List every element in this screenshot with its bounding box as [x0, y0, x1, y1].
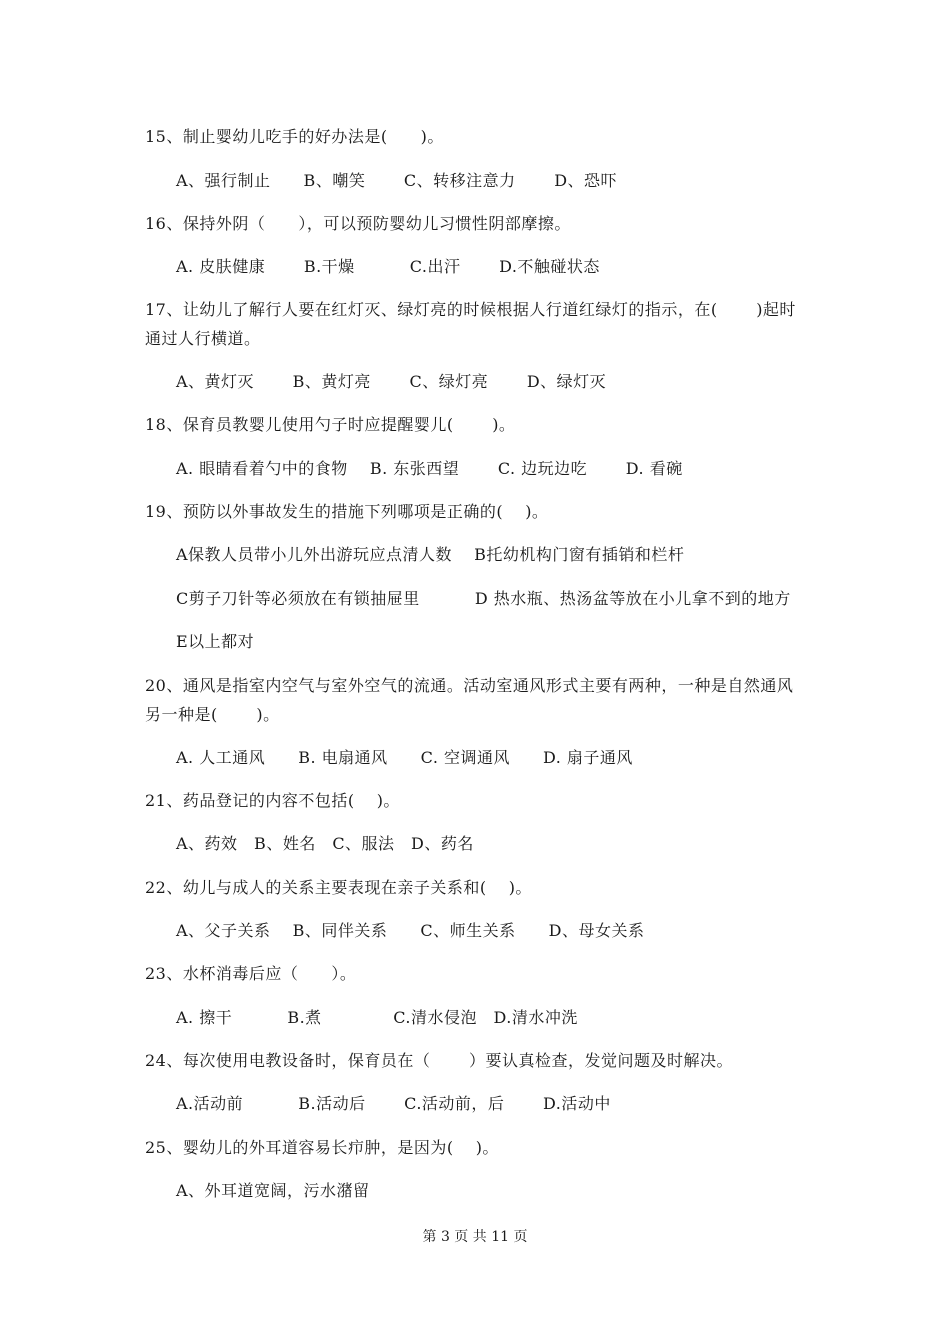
question-stem: 18、保育员教婴儿使用勺子时应提醒婴儿( )。	[145, 415, 516, 434]
question-options: A、药效 B、姓名 C、服法 D、药名	[176, 834, 474, 853]
question-stem-continued: 另一种是( )。	[145, 705, 280, 724]
question-options: A. 眼睛看着勺中的食物 B. 东张西望 C. 边玩边吃 D. 看碗	[176, 459, 683, 478]
question-stem: 15、制止婴幼儿吃手的好办法是( )。	[145, 127, 444, 146]
question-options: C剪子刀针等必须放在有锁抽屉里 D 热水瓶、热汤盆等放在小儿拿不到的地方	[176, 589, 791, 608]
question-stem: 21、药品登记的内容不包括( )。	[145, 791, 400, 810]
question-options: A、黄灯灭 B、黄灯亮 C、绿灯亮 D、绿灯灭	[176, 372, 607, 391]
question-options: A. 人工通风 B. 电扇通风 C. 空调通风 D. 扇子通风	[176, 748, 633, 767]
question-options: E以上都对	[176, 632, 255, 651]
question-options: A.活动前 B.活动后 C.活动前，后 D.活动中	[176, 1094, 611, 1113]
question-options: A. 擦干 B.煮 C.清水侵泡 D.清水冲洗	[176, 1008, 578, 1027]
question-stem: 23、水杯消毒后应（ ）。	[145, 964, 357, 983]
question-stem: 25、婴幼儿的外耳道容易长疖肿，是因为( )。	[145, 1138, 499, 1157]
question-stem: 16、保持外阴（ ），可以预防婴幼儿习惯性阴部摩擦。	[145, 214, 571, 233]
question-stem-continued: 通过人行横道。	[145, 329, 261, 348]
question-stem: 17、让幼儿了解行人要在红灯灭、绿灯亮的时候根据人行道红绿灯的指示，在( )起时	[145, 300, 796, 319]
question-options: A、父子关系 B、同伴关系 C、师生关系 D、母女关系	[176, 921, 645, 940]
question-stem: 24、每次使用电教设备时，保育员在（ ）要认真检查，发觉问题及时解决。	[145, 1051, 733, 1070]
question-stem: 22、幼儿与成人的关系主要表现在亲子关系和( )。	[145, 878, 532, 897]
question-options: A、强行制止 B、嘲笑 C、转移注意力 D、恐吓	[176, 171, 618, 190]
question-stem: 19、预防以外事故发生的措施下列哪项是正确的( )。	[145, 502, 549, 521]
question-options: A. 皮肤健康 B.干燥 C.出汗 D.不触碰状态	[176, 257, 600, 276]
page-number: 第 3 页 共 11 页	[422, 1229, 528, 1245]
question-options: A、外耳道宽阔，污水潴留	[176, 1181, 370, 1200]
question-options: A保教人员带小儿外出游玩应点清人数 B托幼机构门窗有插销和栏杆	[176, 545, 685, 564]
question-stem: 20、通风是指室内空气与室外空气的流通。活动室通风形式主要有两种，一种是自然通风	[145, 676, 794, 695]
